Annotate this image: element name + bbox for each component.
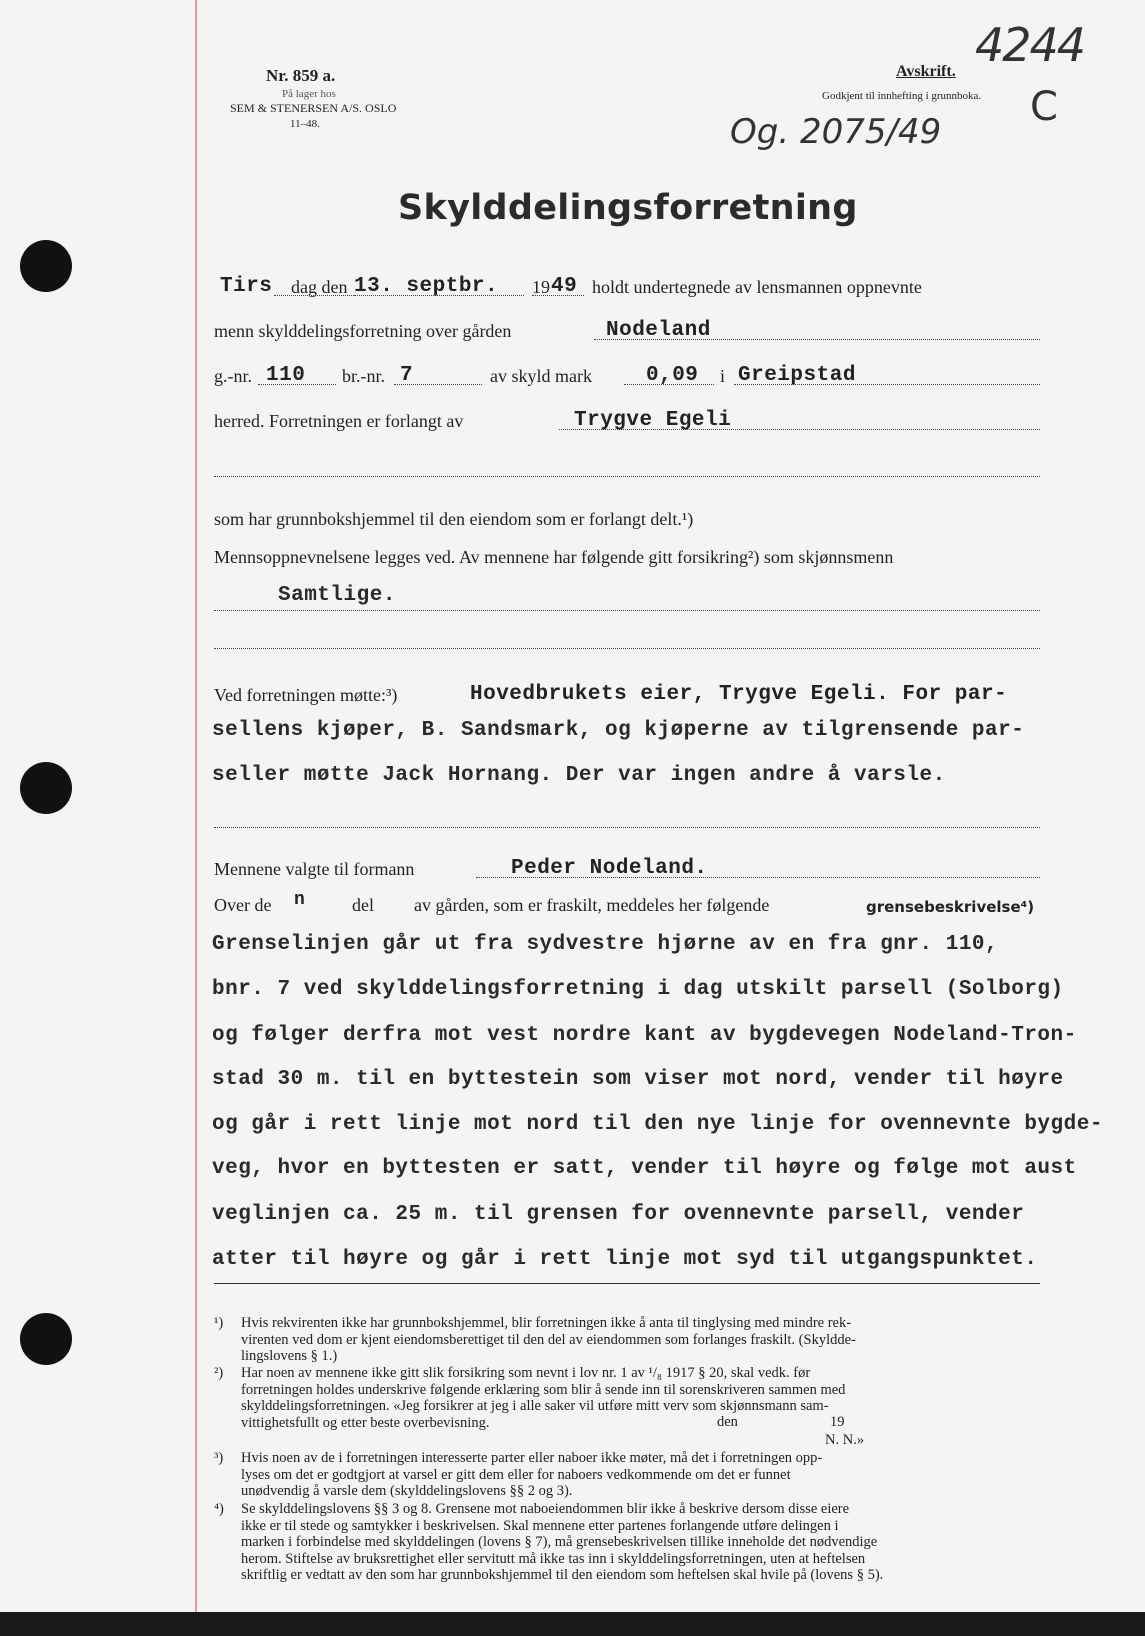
year-label: 19 (532, 277, 550, 297)
declaration-year: 19 (830, 1414, 845, 1430)
bnr-value: 7 (400, 364, 414, 387)
description-line: og går i rett linje mot nord til den nye linje for ovennevnte bygde- (212, 1113, 1103, 1136)
farm-value: Nodeland (606, 319, 711, 342)
year-value: 49 (551, 275, 578, 298)
grense-label: grensebeskrivelse⁴) (866, 898, 1035, 916)
form-line-attendance (214, 676, 1040, 710)
farm-label: menn skylddelingsforretning over gården (214, 321, 512, 341)
over-label: Over de (214, 895, 272, 915)
skyld-label: av skyld mark (490, 366, 592, 386)
attendance-label: Ved forretningen møtte:³) (214, 685, 398, 705)
punch-hole-icon (20, 240, 72, 292)
handwritten-mark: C (1030, 84, 1058, 130)
description-line: Grenselinjen går ut fra sydvestre hjørne av en fra gnr. 110, (212, 933, 999, 956)
form-number: Nr. 859 a. (266, 66, 336, 85)
handwritten-page-number: 4244 (975, 18, 1085, 72)
oppnevnelse-text: Mennsoppnevnelsene legges ved. Av mennene har følgende gitt forsikring²) som skjønnsmenn (214, 547, 894, 567)
description-line: veg, hvor en byttesten er satt, vender til høyre og følge mot aust (212, 1157, 1077, 1180)
punch-hole-icon (20, 1313, 72, 1365)
skyld-value: 0,09 (646, 364, 699, 387)
avskrift-label: Avskrift. (896, 63, 956, 80)
punch-hole-icon (20, 762, 72, 814)
approval-note: Godkjent til innhefting i grunnboka. (822, 90, 982, 102)
form-line-date (214, 268, 1040, 302)
herred-value: Greipstad (738, 364, 856, 387)
scan-border (0, 1612, 1145, 1636)
form-line-requested (214, 402, 1040, 436)
form-line-parcel (214, 886, 1040, 920)
handwritten-reference: Og. 2075/49 (730, 112, 942, 152)
declaration-signature: N. N.» (825, 1432, 865, 1448)
printer-line: SEM & STENERSEN A/S. OSLO (230, 101, 397, 115)
grunnbok-text: som har grunnbokshjemmel til den eiendom som er forlangt delt.¹) (214, 509, 694, 529)
form-line-grunnbok (214, 500, 1040, 534)
parcel-text: av gården, som er fraskilt, meddeles her følgende (414, 895, 770, 915)
day-label: dag den (291, 277, 348, 297)
attendance-line-1: Hovedbrukets eier, Trygve Egeli. For par- (470, 683, 1008, 706)
form-line-oppnevnelse (214, 538, 1040, 572)
attendance-line-2: sellens kjøper, B. Sandsmark, og kjøperne av tilgrensende par- (212, 719, 1025, 742)
footnote-divider (214, 1283, 1040, 1284)
form-line-farm (214, 312, 1040, 346)
date-value: 13. septbr. (354, 275, 499, 298)
margin-rule (195, 0, 197, 1612)
requested-value: Trygve Egeli (574, 409, 732, 432)
requested-label: herred. Forretningen er forlangt av (214, 411, 464, 431)
over-value: n (294, 890, 306, 910)
formann-label: Mennene valgte til formann (214, 859, 415, 879)
formann-value: Peder Nodeland. (511, 857, 708, 880)
description-line: veglinjen ca. 25 m. til grensen for ovennevnte parsell, vender (212, 1203, 1025, 1226)
description-line: bnr. 7 ved skylddelingsforretning i dag utskilt parsell (Solborg) (212, 978, 1064, 1001)
printer-line: På lager hos (282, 88, 336, 100)
i-label: i (720, 366, 726, 386)
bnr-label: br.-nr. (342, 366, 385, 386)
printer-line: 11–48. (290, 118, 320, 130)
description-line: og følger derfra mot vest nordre kant av bygdevegen Nodeland-Tron- (212, 1024, 1077, 1047)
form-line-formann (214, 850, 1040, 884)
line1-text: holdt undertegnede av lensmannen oppnevnte (592, 277, 922, 297)
form-line-gnr (214, 357, 1040, 391)
declaration-den: den (717, 1414, 738, 1430)
del-label: del (352, 895, 374, 915)
description-line: stad 30 m. til en byttestein som viser mot nord, vender til høyre (212, 1068, 1064, 1091)
document-title: Skylddelingsforretning (398, 188, 858, 228)
forsikring-value: Samtlige. (278, 584, 396, 607)
gnr-value: 110 (266, 364, 306, 387)
day-value: Tirs (220, 275, 273, 298)
gnr-label: g.-nr. (214, 366, 252, 386)
attendance-line-3: seller møtte Jack Hornang. Der var ingen andre å varsle. (212, 764, 946, 787)
description-line: atter til høyre og går i rett linje mot syd til utgangspunktet. (212, 1248, 1038, 1271)
